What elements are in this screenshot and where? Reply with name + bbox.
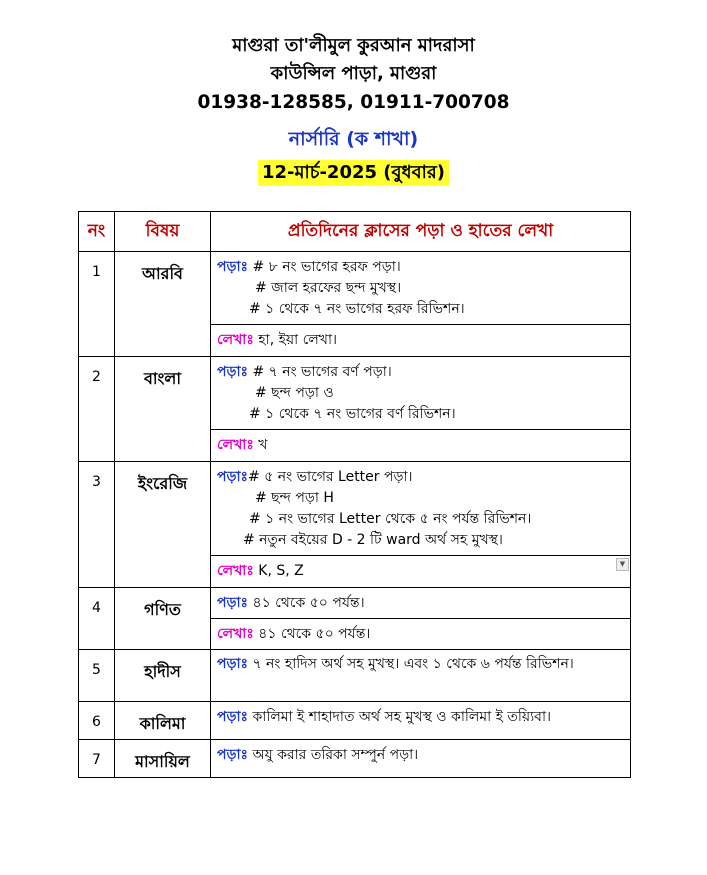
read-cell	[211, 462, 631, 556]
read-line: # জাল হরফের ছন্দ মুখস্থ।	[255, 280, 402, 296]
header-lesson: প্রতিদিনের ক্লাসের পড়া ও হাতের লেখা	[211, 212, 631, 252]
read-line: ৪১ থেকে ৫০ পর্যন্ত।	[252, 595, 365, 611]
write-text: হা, ইয়া লেখা।	[258, 332, 338, 348]
read-line: # ছন্দ পড়া ও	[255, 385, 334, 401]
write-label: লেখাঃ	[217, 437, 254, 453]
write-cell	[211, 619, 631, 650]
row-number: 5	[79, 650, 115, 702]
phone-numbers: 01938-128585, 01911-700708	[197, 92, 510, 113]
table-row	[79, 588, 631, 619]
read-label: পড়াঃ	[217, 595, 249, 611]
table-row	[79, 702, 631, 740]
subject-name: মাসায়িল	[115, 740, 211, 778]
date-label: 12-মার্চ-2025 (বুধবার)	[258, 160, 449, 186]
read-line: # ১ থেকে ৭ নং ভাগের বর্ণ রিভিশন।	[249, 406, 456, 422]
header-subject: বিষয়	[115, 212, 211, 252]
table-row	[79, 462, 631, 556]
table-header-row	[79, 212, 631, 252]
document-header	[0, 32, 707, 186]
read-cell	[211, 588, 631, 619]
subject-name: বাংলা	[115, 357, 211, 462]
table-row	[79, 650, 631, 702]
row-number: 3	[79, 462, 115, 588]
write-label: লেখাঃ	[217, 563, 254, 579]
read-cell	[211, 252, 631, 325]
read-line: কালিমা ই শাহাদাত অর্থ সহ মুখস্থ ও কালিমা ই তয়্যিবা।	[252, 709, 552, 725]
read-cell	[211, 702, 631, 740]
header-no: নং	[79, 212, 115, 252]
row-number: 2	[79, 357, 115, 462]
class-name: নার্সারি (ক শাখা)	[288, 128, 419, 150]
madrasa-name: মাগুরা তা'লীমুল কুরআন মাদরাসা	[232, 35, 475, 56]
read-label: পড়াঃ	[217, 364, 249, 380]
write-text: K, S, Z	[258, 563, 304, 579]
routine-table	[78, 211, 631, 778]
read-line: # ১ থেকে ৭ নং ভাগের হরফ রিভিশন।	[249, 301, 465, 317]
read-label: পড়াঃ	[217, 656, 249, 672]
read-line: # ৫ নং ভাগের Letter পড়া।	[248, 469, 413, 485]
read-line: ৭ নং হাদিস অর্থ সহ মুখস্থ। এবং ১ থেকে ৬ পর্যন্ত রিভিশন।	[252, 656, 574, 672]
write-cell	[211, 325, 631, 357]
write-cell	[211, 430, 631, 462]
read-line: # ৭ নং ভাগের বর্ণ পড়া।	[252, 364, 392, 380]
row-number: 1	[79, 252, 115, 357]
read-line: # ১ নং ভাগের Letter থেকে ৫ নং পর্যন্ত রিভিশন।	[249, 511, 532, 527]
read-line: # ছন্দ পড়া H	[255, 490, 334, 506]
row-number: 6	[79, 702, 115, 740]
dropdown-arrow-icon[interactable]: ▼	[616, 558, 629, 571]
write-text: ৪১ থেকে ৫০ পর্যন্ত।	[258, 626, 371, 642]
row-number: 7	[79, 740, 115, 778]
table-row	[79, 740, 631, 778]
read-label: পড়াঃ	[217, 469, 249, 485]
read-line: # ৮ নং ভাগের হরফ পড়া।	[252, 259, 401, 275]
read-label: পড়াঃ	[217, 259, 249, 275]
write-label: লেখাঃ	[217, 332, 254, 348]
read-cell	[211, 740, 631, 778]
subject-name: আরবি	[115, 252, 211, 357]
madrasa-address: কাউন্সিল পাড়া, মাগুরা	[270, 63, 437, 84]
row-number: 4	[79, 588, 115, 650]
read-line: অযু করার তরিকা সম্পুর্ন পড়া।	[252, 747, 419, 763]
read-cell	[211, 650, 631, 702]
subject-name: গণিত	[115, 588, 211, 650]
subject-name: কালিমা	[115, 702, 211, 740]
read-line: # নতুন বইয়ের D - 2 টি ward অর্থ সহ মুখস্থ।	[243, 532, 503, 548]
table-row	[79, 252, 631, 325]
subject-name: ইংরেজি	[115, 462, 211, 588]
write-cell	[211, 556, 631, 588]
write-text: খ	[258, 437, 268, 453]
subject-name: হাদীস	[115, 650, 211, 702]
read-label: পড়াঃ	[217, 709, 249, 725]
read-label: পড়াঃ	[217, 747, 249, 763]
table-row	[79, 357, 631, 430]
read-cell	[211, 357, 631, 430]
write-label: লেখাঃ	[217, 626, 254, 642]
